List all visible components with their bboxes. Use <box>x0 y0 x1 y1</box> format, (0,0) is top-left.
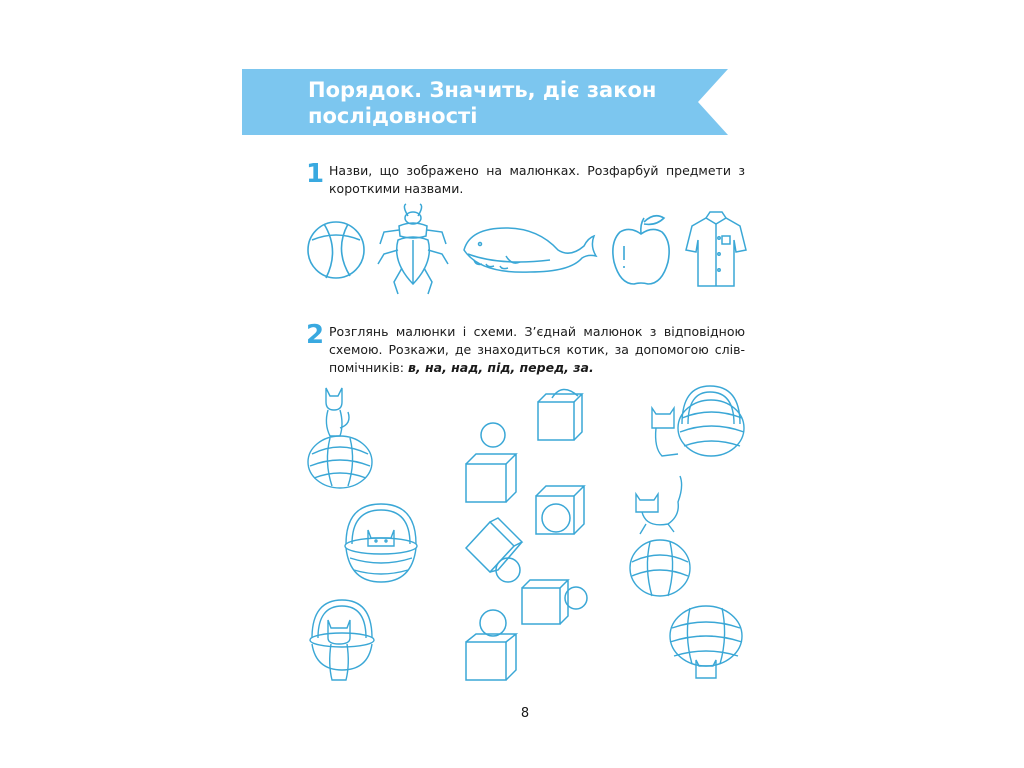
task-instruction: Розглянь малюнки і схеми. З’єднай малюнок з відповідною схемою. Розкажи, де знаходиться котик, за допомогою слів-помічників: <box>329 324 745 375</box>
scheme-ball-in-cube[interactable] <box>532 484 588 536</box>
cat-in-basket-picture[interactable] <box>340 500 422 586</box>
scheme-ball-beside-cube[interactable] <box>518 578 588 626</box>
scheme-ball-behind-cube[interactable] <box>534 384 586 444</box>
scheme-ball-under-cube[interactable] <box>462 516 526 586</box>
task-text <box>329 323 745 377</box>
scheme-ball-on-cube[interactable] <box>460 606 520 682</box>
cat-under-basket-picture[interactable] <box>666 602 744 684</box>
whale-icon[interactable] <box>460 220 600 276</box>
page-number: 8 <box>520 706 530 721</box>
apple-icon[interactable] <box>610 212 672 288</box>
shirt-icon[interactable] <box>684 210 748 290</box>
task-1 <box>306 159 746 202</box>
cat-on-basket-picture[interactable] <box>304 384 378 490</box>
title-banner <box>242 69 728 135</box>
beetle-icon[interactable] <box>374 202 452 298</box>
scheme-ball-over-cube[interactable] <box>460 420 520 506</box>
task-number: 1 <box>306 159 325 189</box>
cat-above-basket-picture[interactable] <box>628 472 694 600</box>
ball-icon[interactable] <box>304 218 368 282</box>
cat-in-front-of-basket-picture[interactable] <box>306 598 378 684</box>
cat-next-to-basket-picture[interactable] <box>648 384 748 462</box>
task-text: Назви, що зображено на малюнках. Розфарбуй предмети з короткими назвами. <box>329 163 745 196</box>
task-number: 2 <box>306 320 325 350</box>
page-title: Порядок. Значить, діє закон послідовності <box>308 78 657 128</box>
task-2 <box>306 320 746 379</box>
helper-words: в, на, над, під, перед, за. <box>407 360 594 375</box>
